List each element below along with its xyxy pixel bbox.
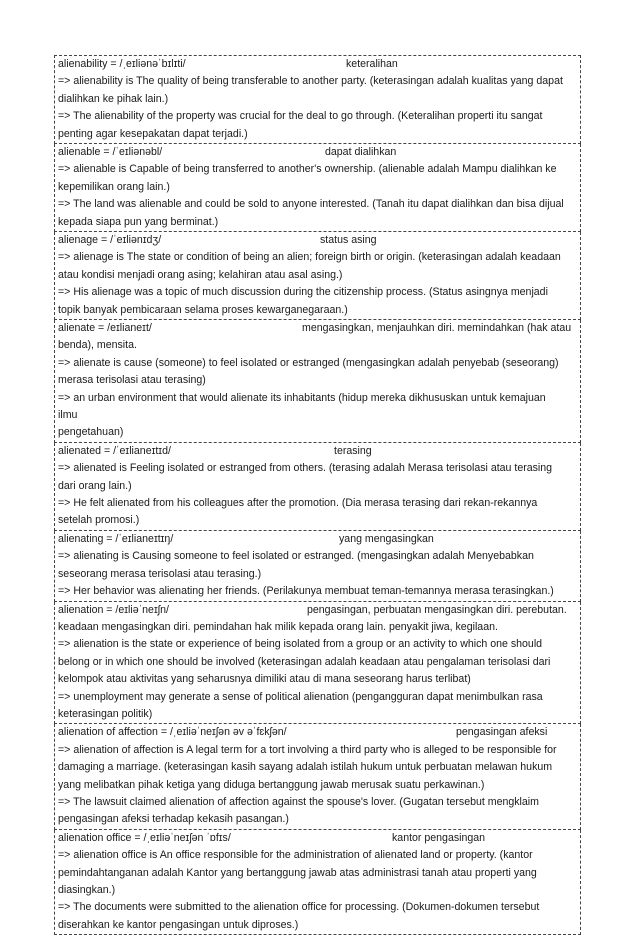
- entry-text-line: => alienability is The quality of being transferable to another party. (keterasingan adalah kualitas yang dapat: [58, 75, 563, 88]
- entry-text-line: => an urban environment that would alienate its inhabitants (hidup mereka dikhususkan untuk kemajuan: [58, 391, 546, 404]
- entry-translation: mengasingkan, menjauhkan diri. memindahkan (hak atau: [302, 322, 572, 335]
- dictionary-entry: [54, 531, 581, 602]
- entry-text-line: diserahkan ke kantor pengasingan untuk diproses.): [58, 918, 299, 931]
- entry-text-line: dari orang lain.): [58, 479, 132, 492]
- entry-text-line: pengetahuan): [58, 426, 124, 439]
- dictionary-entry: [54, 602, 581, 725]
- entry-header: [58, 443, 578, 460]
- entry-text-line: pemindahtanganan adalah Kantor yang bertanggung jawab atas administrasi tanah atau properti yang: [58, 866, 537, 879]
- entry-text-line: => He felt alienated from his colleagues after the promotion. (Dia merasa terasing dari rekan-rekannya: [58, 497, 538, 510]
- entry-header: [58, 602, 578, 619]
- entry-text-line: ilmu: [58, 409, 78, 422]
- entry-text-line: kepada siapa pun yang berminat.): [58, 215, 219, 228]
- dictionary-entry: [54, 724, 581, 829]
- entry-header: [58, 830, 578, 847]
- entry-headword: alienated = /ˈeɪlianeɪtɪd/: [58, 444, 171, 457]
- entry-translation: pengasingan, perbuatan mengasingkan diri. perebutan.: [307, 603, 567, 616]
- entry-text-line: => The lawsuit claimed alienation of affection against the spouse's lover. (Gugatan tersebut mengklaim: [58, 795, 539, 808]
- entry-text-line: merasa terisolasi atau terasing): [58, 374, 206, 387]
- entry-text-line: => alienation of affection is A legal term for a tort involving a third party who is alleged to be responsible for: [58, 743, 557, 756]
- entry-text-line: topik banyak pembicaraan selama proses kewarganegaraan.): [58, 303, 348, 316]
- entry-text-line: atau kondisi menjadi orang asing; kelahiran atau asal asing.): [58, 268, 343, 281]
- entry-text-line: damaging a marriage. (keterasingan kasih sayang adalah istilah hukum untuk perbuatan melawan hukum: [58, 761, 553, 774]
- entry-header: [58, 724, 578, 741]
- entry-text-line: benda), mensita.: [58, 339, 137, 352]
- dictionary-entry: [54, 830, 581, 935]
- entry-header: [58, 144, 578, 161]
- entry-translation: dapat dialihkan: [325, 146, 397, 159]
- entry-text-line: kepemilikan orang lain.): [58, 180, 170, 193]
- entry-header: [58, 232, 578, 249]
- entry-text-line: keadaan mengasingkan diri. pemindahan hak milik kepada orang lain. penyakit jiwa, kegilaan.: [58, 620, 498, 633]
- entry-headword: alienation of affection = /ˌeɪliəˈneɪʃən əv əˈfɛkʃən/: [58, 726, 287, 739]
- entry-text-line: => alienating is Causing someone to feel isolated or estranged. (mengasingkan adalah Menyebabkan: [58, 550, 534, 563]
- entry-text-line: => The documents were submitted to the alienation office for processing. (Dokumen-dokumen tersebut: [58, 901, 540, 914]
- entry-text-line: => alienable is Capable of being transferred to another's ownership. (alienable adalah Mampu dialihkan ke: [58, 163, 557, 176]
- entry-text-line: pengasingan afeksi terhadap kekasih pasangan.): [58, 813, 289, 826]
- entry-translation: keteralihan: [346, 58, 398, 70]
- entry-text-line: belong or in which one should be involved (keterasingan adalah keadaan atau pengalaman terisolasi dari: [58, 655, 551, 668]
- dictionary-entry: [54, 144, 581, 232]
- entry-text-line: penting agar kesepakatan dapat terjadi.): [58, 127, 248, 140]
- entry-headword: alienage = /ˈeɪliənɪdʒ/: [58, 234, 162, 247]
- entry-headword: alienable = /ˈeɪliənəbl/: [58, 146, 163, 159]
- entry-text-line: => Her behavior was alienating her friends. (Perilakunya membuat teman-temannya merasa terasingkan.): [58, 585, 554, 598]
- entry-text-line: => The alienability of the property was crucial for the deal to go through. (Keteralihan properti itu sangat: [58, 110, 543, 123]
- entry-text-line: dialihkan ke pihak lain.): [58, 92, 169, 105]
- dictionary-entry: [54, 320, 581, 443]
- entry-text-line: => alienation is the state or experience of being isolated from a group or an activity to which one should: [58, 638, 543, 651]
- entry-text-line: => alienation office is An office responsible for the administration of alienated land or property. (kantor: [58, 849, 533, 862]
- entry-headword: alienation office = /ˌeɪliəˈneɪʃən ˈɒfɪs/: [58, 831, 231, 844]
- dictionary-entry: [54, 232, 581, 320]
- entry-translation: pengasingan afeksi: [456, 726, 548, 739]
- entry-text-line: seseorang merasa terisolasi atau terasing.): [58, 567, 262, 580]
- entry-text-line: yang melibatkan pihak ketiga yang diduga bertanggung jawab merusak suatu perkawinan.): [58, 778, 485, 791]
- entry-headword: alienate = /eɪlianeɪt/: [58, 322, 152, 335]
- entry-text-line: setelah promosi.): [58, 514, 140, 527]
- dictionary-document: [54, 55, 581, 935]
- entry-text-line: => alienage is The state or condition of being an alien; foreign birth or origin. (keterasingan adalah keadaan: [58, 251, 561, 264]
- entry-text-line: diasingkan.): [58, 883, 116, 896]
- entry-headword: alienation = /eɪliəˈneɪʃn/: [58, 603, 169, 616]
- entry-header: [58, 56, 578, 73]
- entry-header: [58, 320, 578, 337]
- entry-text-line: => alienate is cause (someone) to feel isolated or estranged (mengasingkan adalah penyebab (seseorang): [58, 356, 559, 369]
- entry-header: [58, 531, 578, 548]
- entry-translation: kantor pengasingan: [392, 831, 486, 844]
- entry-headword: alienating = /ˈeɪlianeɪtɪŋ/: [58, 532, 174, 545]
- dictionary-entry: [54, 55, 581, 144]
- entry-text-line: keterasingan politik): [58, 707, 153, 720]
- entry-headword: alienability = /ˌeɪliənəˈbɪlɪti/: [58, 58, 186, 70]
- entry-translation: status asing: [320, 234, 377, 247]
- entry-text-line: => alienated is Feeling isolated or estranged from others. (terasing adalah Merasa terisolasi atau terasing: [58, 462, 553, 475]
- entry-text-line: => His alienage was a topic of much discussion during the citizenship process. (Status asingnya menjadi: [58, 286, 548, 299]
- entry-text-line: => The land was alienable and could be sold to anyone interested. (Tanah itu dapat dialihkan dan bisa dijual: [58, 198, 564, 211]
- entry-text-line: kelompok atau aktivitas yang seharusnya dimiliki atau di mana seseorang harus terlibat): [58, 673, 471, 686]
- dictionary-entry: [54, 443, 581, 531]
- entry-translation: terasing: [334, 444, 372, 457]
- entry-text-line: => unemployment may generate a sense of political alienation (pengangguran dapat menimbulkan rasa: [58, 690, 543, 703]
- entry-translation: yang mengasingkan: [339, 532, 434, 545]
